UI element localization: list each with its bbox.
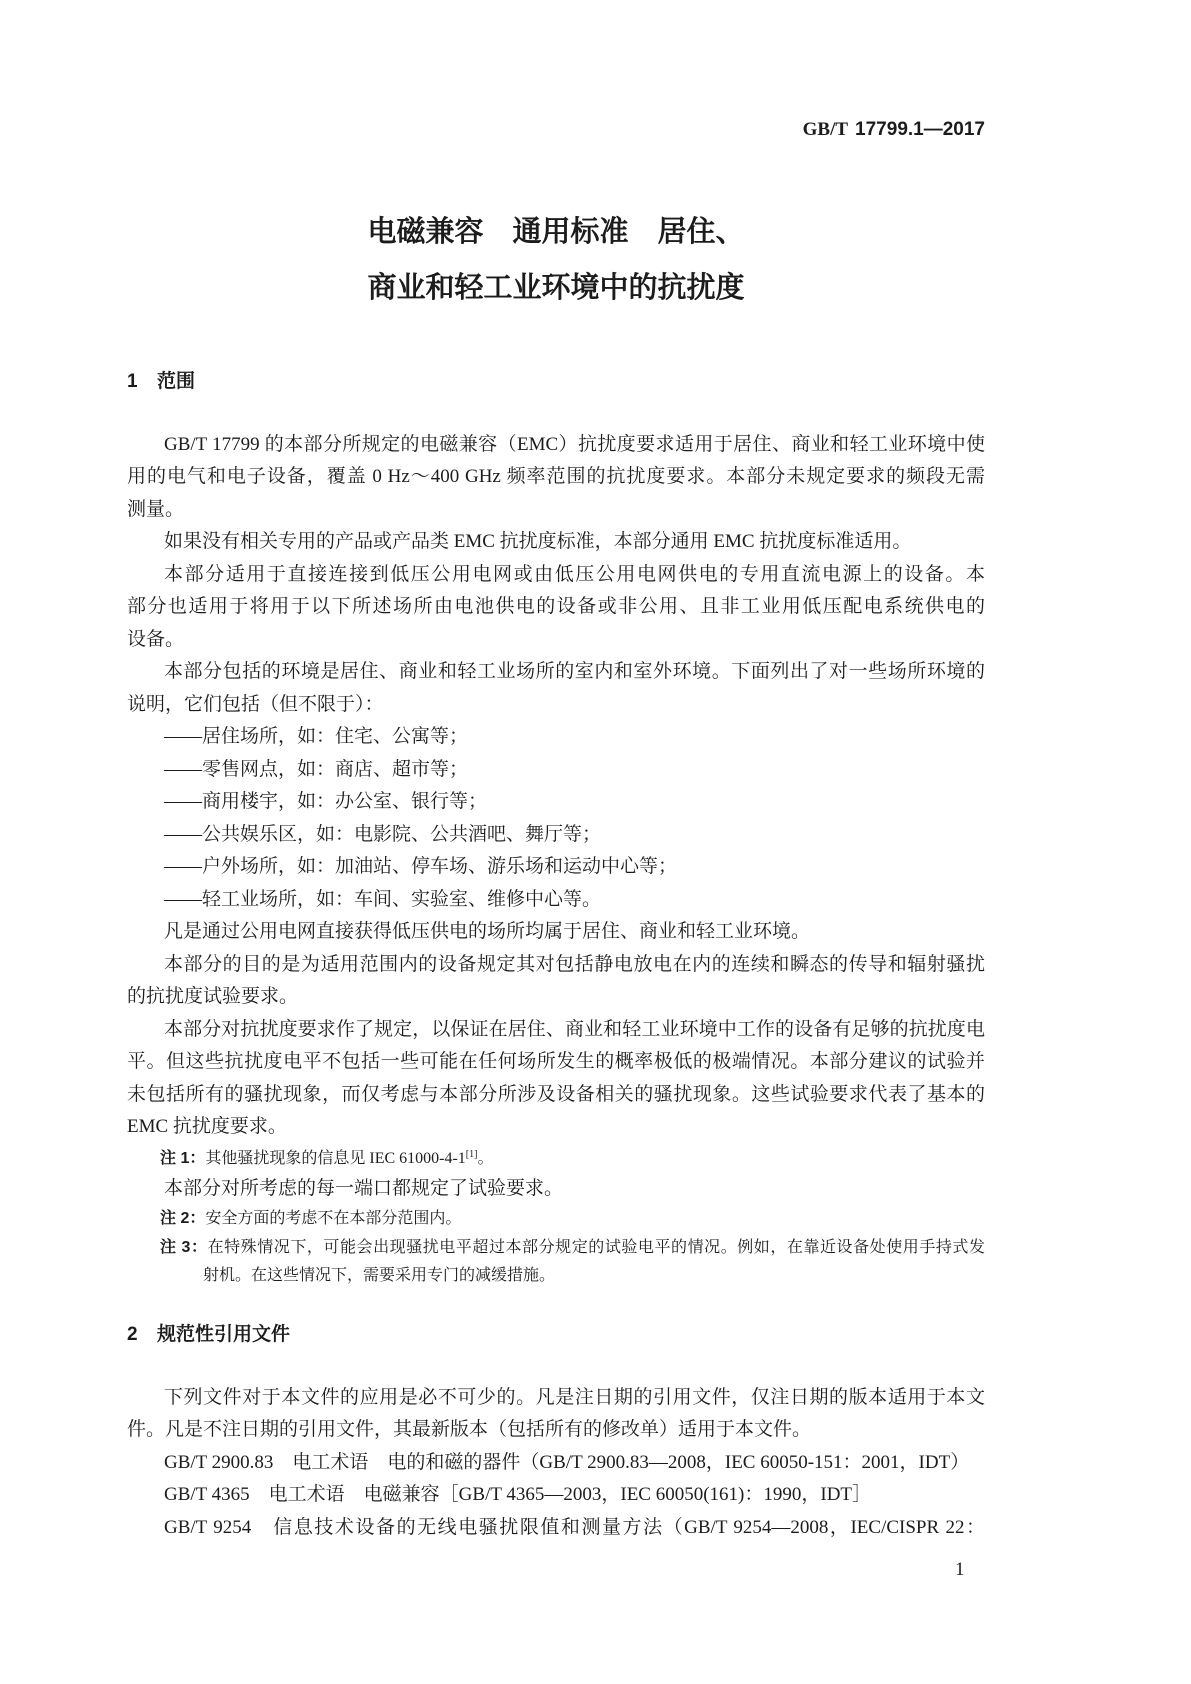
paragraph-line: 未包括所有的骚扰现象，而仅考虑与本部分所涉及设备相关的骚扰现象。这些试验要求代表了基本的: [127, 1083, 985, 1105]
paragraph-line: 本部分对抗扰度要求作了规定，以保证在居住、商业和轻工业环境中工作的设备有足够的抗扰度电: [164, 1018, 985, 1040]
paragraph-line: EMC 抗扰度要求。: [127, 1116, 287, 1138]
paragraph-line: GB/T 17799 的本部分所规定的电磁兼容（EMC）抗扰度要求适用于居住、商业和轻工业环境中使: [164, 433, 985, 455]
paragraph-line: 部分也适用于将用于以下所述场所由电池供电的设备或非公用、且非工业用低压配电系统供电的: [127, 596, 985, 618]
note-3: [127, 1234, 985, 1262]
note-label: 注 2：: [160, 1209, 206, 1227]
reference-entry: GB/T 4365 电工术语 电磁兼容［GB/T 4365—2003，IEC 60050(161)：1990，IDT］: [164, 1484, 872, 1506]
reference-entry: GB/T 2900.83 电工术语 电的和磁的器件（GB/T 2900.83—2008，IEC 60050-151：2001，IDT）: [164, 1451, 970, 1473]
list-item: ——居住场所，如：住宅、公寓等；: [164, 726, 469, 748]
note-1: [127, 1144, 985, 1174]
list-item: ——商用楼宇，如：办公室、银行等；: [164, 791, 488, 813]
page-number: 1: [955, 1559, 965, 1580]
note-end: 。: [477, 1149, 494, 1167]
note-text: 在特殊情况下，可能会出现骚扰电平超过本部分规定的试验电平的情况。例如，在靠近设备处使用手持式发: [207, 1238, 985, 1256]
note-text: 安全方面的考虑不在本部分范围内。: [205, 1209, 462, 1227]
note-2: [127, 1204, 985, 1234]
page-header: [803, 118, 985, 142]
section-1-heading: [127, 366, 195, 398]
section-number: 2: [127, 1324, 138, 1345]
section-title: 范围: [157, 371, 196, 392]
section-2-heading: [127, 1319, 290, 1351]
paragraph-line: 本部分包括的环境是居住、商业和轻工业场所的室内和室外环境。下面列出了对一些场所环境的: [164, 661, 985, 683]
standard-number: 17799.1—2017: [855, 119, 985, 140]
citation-superscript: [1]: [465, 1148, 478, 1160]
paragraph-line: 件。凡是不注日期的引用文件，其最新版本（包括所有的修改单）适用于本文件。: [127, 1419, 812, 1441]
list-item: ——轻工业场所，如：车间、实验室、维修中心等。: [164, 888, 602, 910]
paragraph-line: 用的电气和电子设备，覆盖 0 Hz～400 GHz 频率范围的抗扰度要求。本部分未规定要求的频段无需: [127, 466, 985, 488]
note-3-continuation: 射机。在这些情况下，需要采用专门的减缓措施。: [203, 1266, 556, 1284]
paragraph-line: 设备。: [127, 628, 185, 650]
section-2-body: [127, 1382, 985, 1545]
list-item: ——户外场所，如：加油站、停车场、游乐场和运动中心等；: [164, 856, 678, 878]
standard-prefix: GB/T: [802, 119, 849, 140]
paragraph-line: 的抗扰度试验要求。: [127, 986, 299, 1008]
paragraph-line: 说明，它们包括（但不限于）：: [127, 693, 384, 715]
paragraph-line: 凡是通过公用电网直接获得低压供电的场所均属于居住、商业和轻工业环境。: [164, 921, 811, 943]
note-label: 注 1：: [160, 1149, 206, 1167]
paragraph-line: 测量。: [127, 498, 185, 520]
paragraph-line: 下列文件对于本文件的应用是必不可少的。凡是注日期的引用文件，仅注日期的版本适用于本文: [164, 1386, 985, 1408]
paragraph-line: 本部分适用于直接连接到低压公用电网或由低压公用电网供电的专用直流电源上的设备。本: [164, 563, 985, 585]
section-number: 1: [127, 371, 138, 392]
document-title: [127, 204, 985, 316]
paragraph-line: 本部分的目的是为适用范围内的设备规定其对包括静电放电在内的连续和瞬态的传导和辐射骚扰: [164, 953, 985, 975]
paragraph-line: 本部分对所考虑的每一端口都规定了试验要求。: [164, 1177, 564, 1199]
section-title: 规范性引用文件: [157, 1324, 291, 1345]
title-line-1: 电磁兼容 通用标准 居住、: [367, 216, 745, 248]
section-1-body: [127, 429, 985, 1290]
paragraph-line: 平。但这些抗扰度电平不包括一些可能在任何场所发生的概率极低的极端情况。本部分建议的试验并: [127, 1051, 985, 1073]
note-text: 其他骚扰现象的信息见 IEC 61000-4-1: [205, 1149, 466, 1167]
reference-entry: GB/T 9254 信息技术设备的无线电骚扰限值和测量方法（GB/T 9254—2008，IEC/CISPR 22：: [164, 1516, 985, 1538]
title-line-2: 商业和轻工业环境中的抗扰度: [367, 272, 745, 304]
list-item: ——公共娱乐区，如：电影院、公共酒吧、舞厅等；: [164, 823, 602, 845]
list-item: ——零售网点，如：商店、超市等；: [164, 758, 469, 780]
paragraph-line: 如果没有相关专用的产品或产品类 EMC 抗扰度标准，本部分通用 EMC 抗扰度标准适用。: [164, 531, 912, 553]
note-label: 注 3：: [160, 1238, 208, 1256]
